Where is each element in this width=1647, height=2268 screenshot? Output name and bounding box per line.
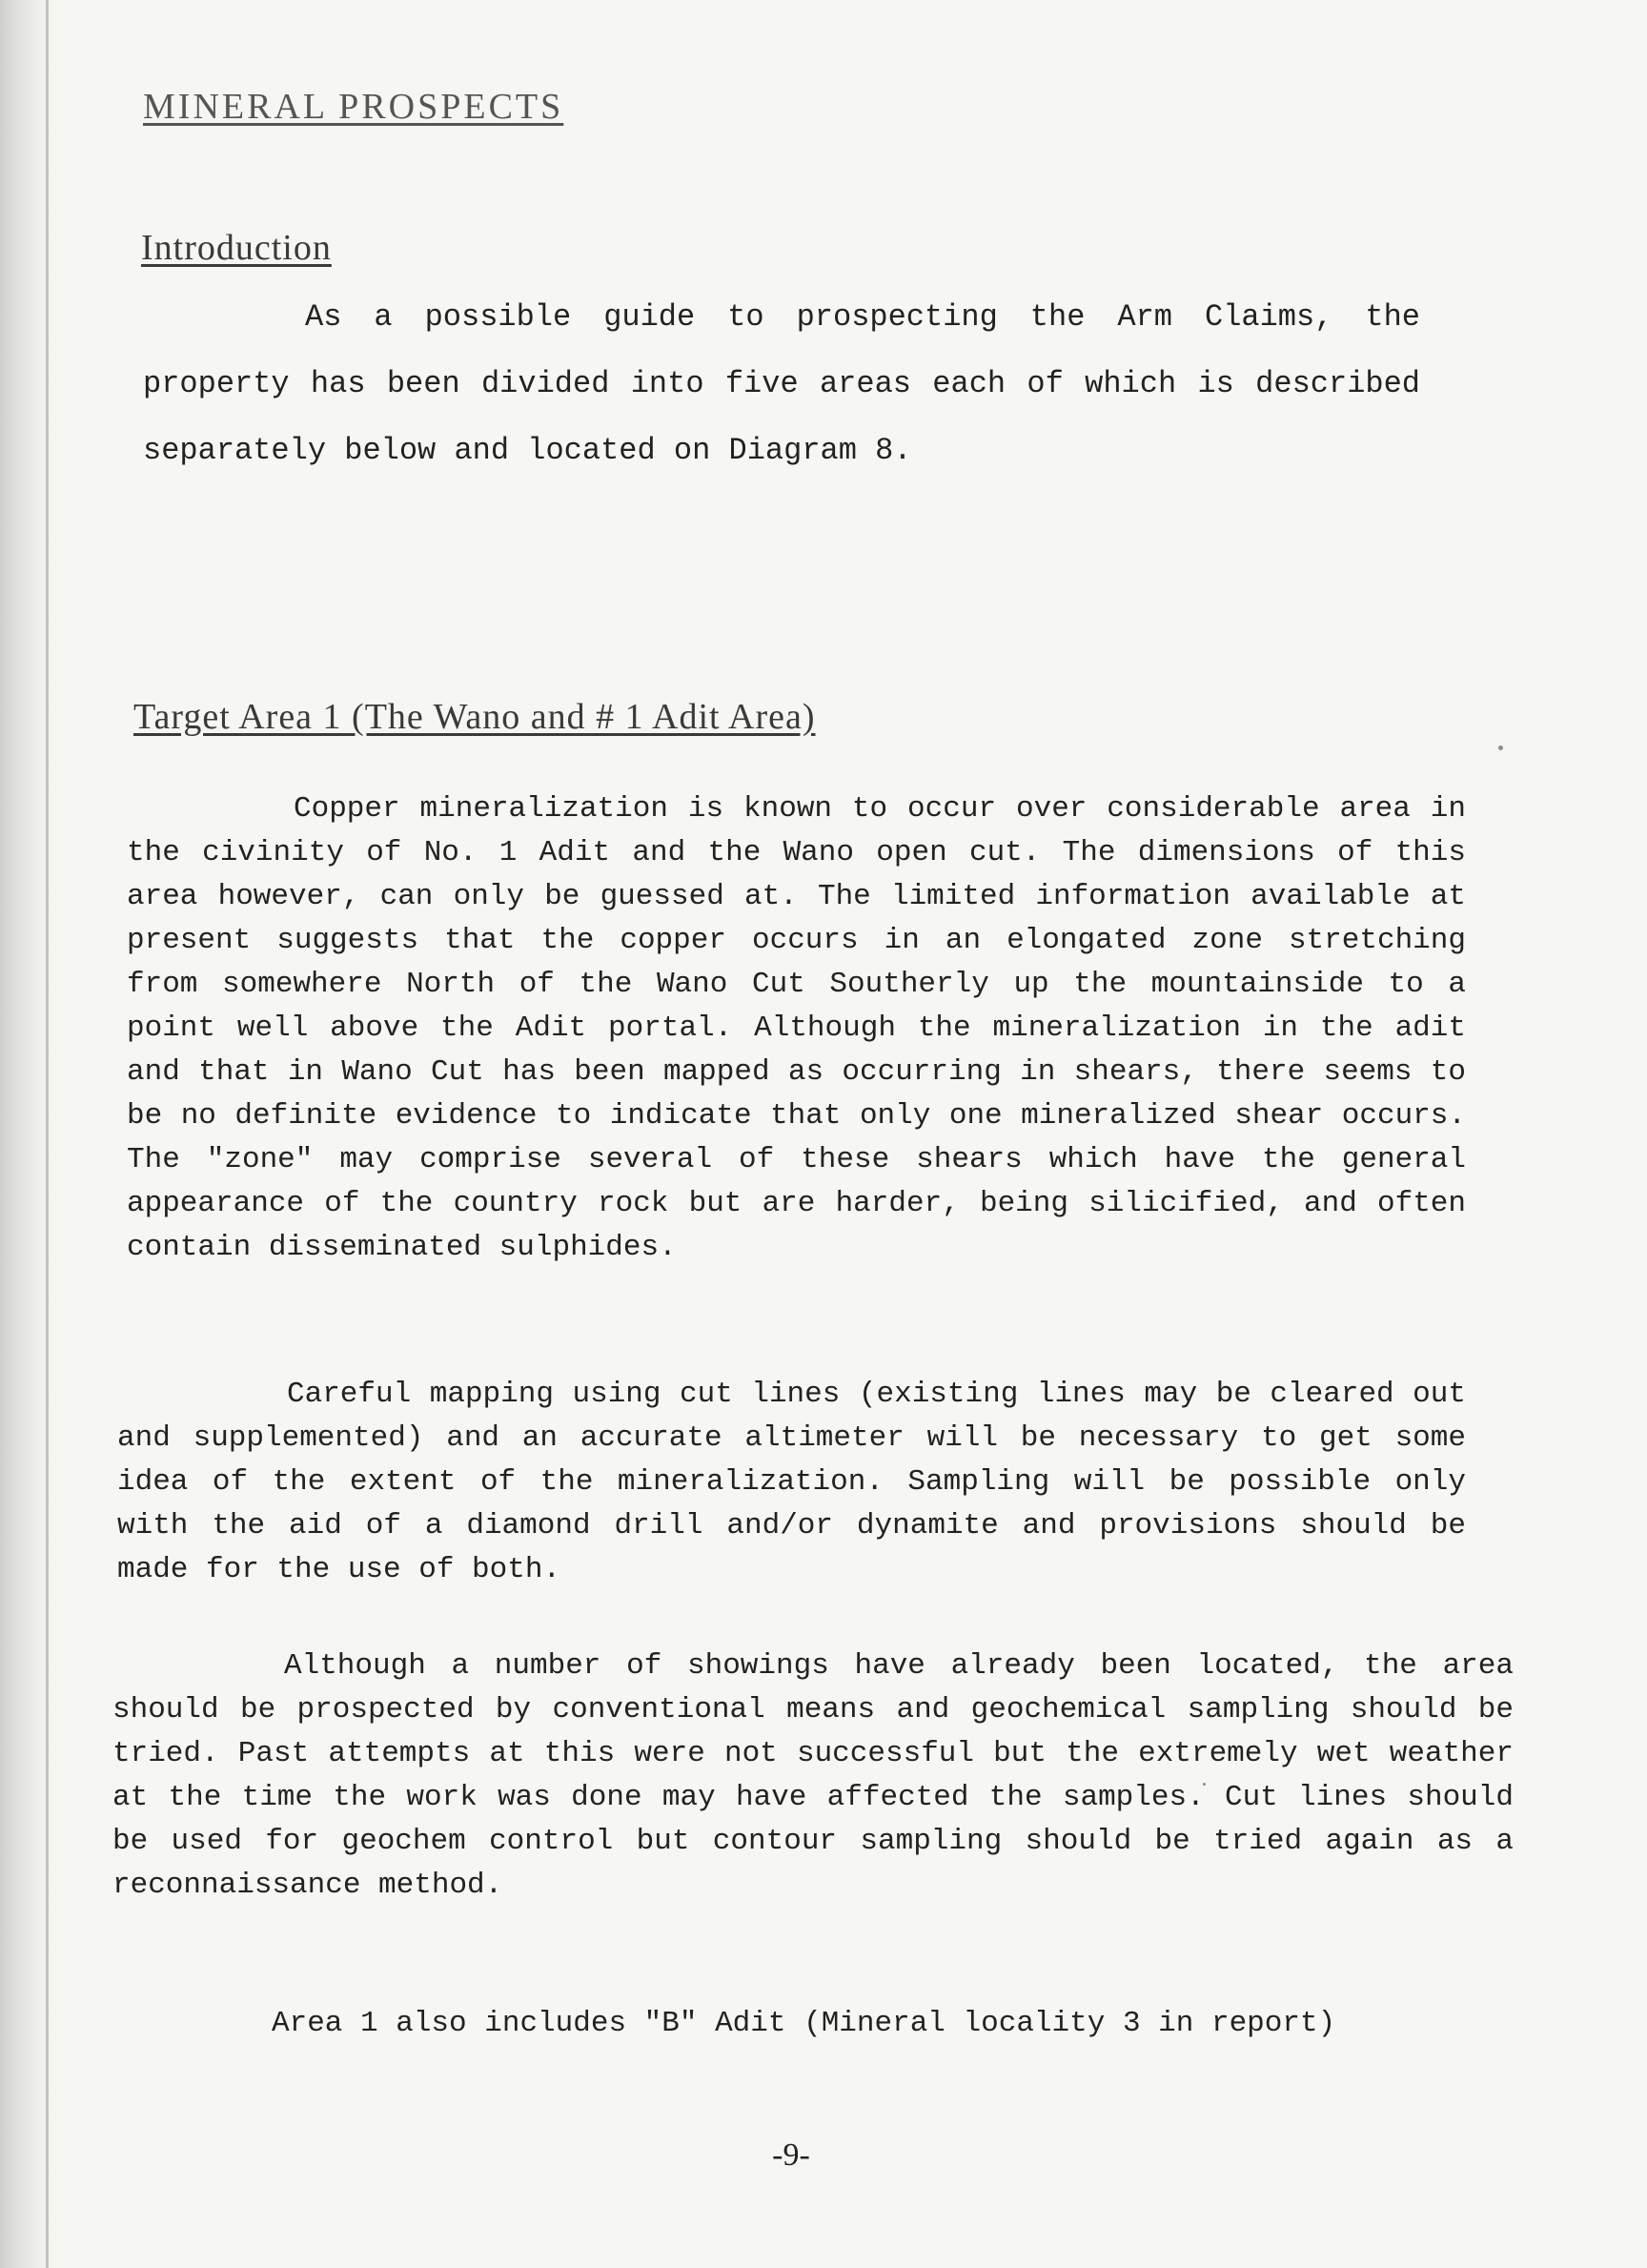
binding-line xyxy=(46,0,49,2268)
page-number: -9- xyxy=(772,2137,810,2173)
scan-speck xyxy=(1498,746,1503,750)
introduction-paragraph: As a possible guide to prospecting the Arm Claims, the property has been divided into five areas each of which is described separately below and located on Diagram 8. xyxy=(143,299,1420,468)
document-title: MINERAL PROSPECTS xyxy=(143,87,564,127)
showings-paragraph: Although a number of showings have already been located, the area should be prospected by conventional means and geochemical sampling should be tried. Past attempts at this were not successful but the extremely wet weather at the time the work was done may have affected the samples. Cut lines should be used for geochem control but contour sampling should be tried again as a reconnaissance method. xyxy=(112,1649,1514,1902)
careful-mapping-paragraph: Careful mapping using cut lines (existing lines may be cleared out and supplemented) and an accurate altimeter will be necessary to get some idea of the extent of the mineralization. Sampling will be possible only with the aid of a diamond drill and/or dynamite and provisions should be made for the use of both. xyxy=(117,1378,1466,1586)
target-area-1-heading: Target Area 1 (The Wano and # 1 Adit Area) xyxy=(133,697,816,737)
introduction-heading: Introduction xyxy=(141,228,332,268)
copper-mineralization-paragraph: Copper mineralization is known to occur over considerable area in the civinity of No. 1 Adit and the Wano open cut. The dimensions of this area however, can only be guessed at. The limited information available at present suggests that the copper occurs in an elongated zone stretching from somewhere North of the Wano Cut Southerly up the mountainside to a point well above the Adit portal. Although the mineralization in the adit and that in Wano Cut has been mapped as occurring in shears, there seems to be no definite evidence to indicate that only one mineralized shear occurs. The "zone" may comprise several of these shears which have the general appearance of the country rock but are harder, being silicified, and often contain disseminated sulphides. xyxy=(127,792,1466,1264)
area-1-includes-paragraph: Area 1 also includes "B" Adit (Mineral locality 3 in report) xyxy=(272,2007,1336,2040)
binding-edge xyxy=(0,0,59,2268)
